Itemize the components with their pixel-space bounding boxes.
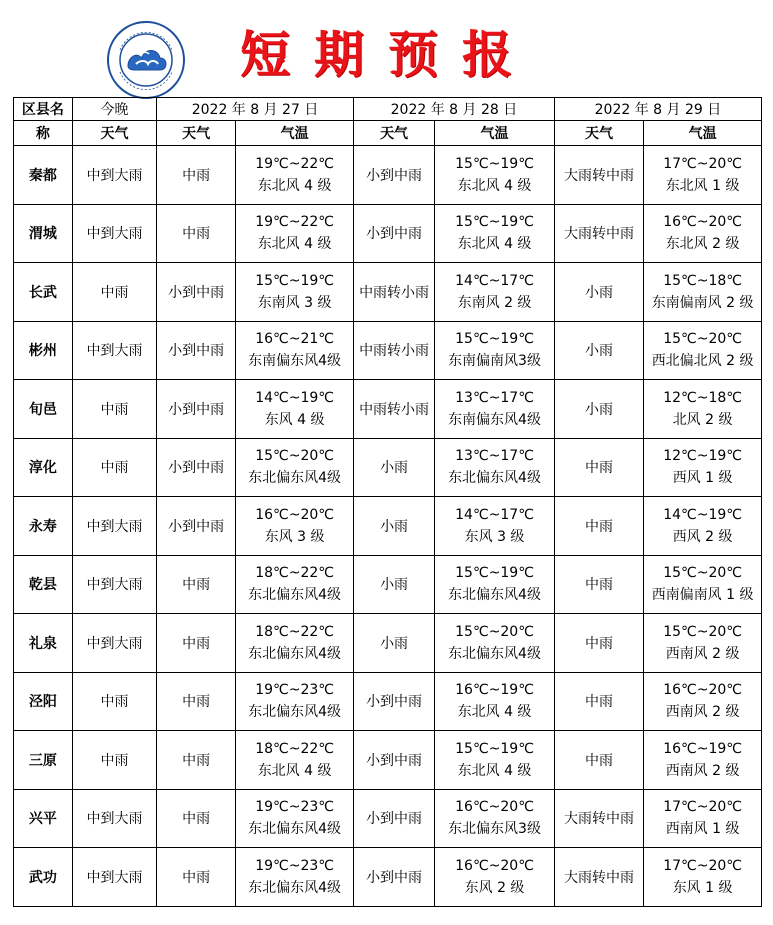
d3-temp xyxy=(644,614,762,673)
table-row xyxy=(14,497,762,556)
d3-weather: 中雨 xyxy=(554,438,643,497)
d1-weather: 中雨 xyxy=(157,555,236,614)
temp-range: 17℃~20℃ xyxy=(663,155,742,172)
temp-range: 18℃~22℃ xyxy=(255,623,334,640)
temp-range: 15℃~20℃ xyxy=(663,565,742,582)
d3-temp xyxy=(644,263,762,322)
temp-range: 15℃~20℃ xyxy=(663,623,742,640)
header-date-1: 2022 年 8 月 27 日 xyxy=(157,98,354,121)
temp-range: 16℃~21℃ xyxy=(255,331,334,348)
header-d3-weather: 天气 xyxy=(554,121,643,146)
county-name: 礼泉 xyxy=(14,614,73,673)
d1-temp xyxy=(236,438,354,497)
tonight-weather: 中到大雨 xyxy=(72,497,156,556)
county-name: 渭城 xyxy=(14,204,73,263)
wind-level: 东南偏南风 2 级 xyxy=(651,294,754,311)
tonight-weather: 中到大雨 xyxy=(72,789,156,848)
temp-range: 19℃~23℃ xyxy=(255,857,334,874)
d1-temp xyxy=(236,146,354,205)
temp-range: 13℃~17℃ xyxy=(455,448,534,465)
county-name: 彬州 xyxy=(14,321,73,380)
temp-range: 15℃~20℃ xyxy=(455,623,534,640)
header-row-dates xyxy=(14,98,762,121)
wind-level: 西南偏南风 1 级 xyxy=(651,587,754,604)
header-d2-weather: 天气 xyxy=(353,121,434,146)
d1-weather: 小到中雨 xyxy=(157,380,236,439)
county-name: 三原 xyxy=(14,731,73,790)
wind-level: 西南风 2 级 xyxy=(665,704,740,721)
temp-range: 14℃~19℃ xyxy=(255,389,334,406)
wind-level: 东风 1 级 xyxy=(672,879,733,896)
d2-weather: 小到中雨 xyxy=(353,204,434,263)
temp-range: 15℃~19℃ xyxy=(455,331,534,348)
d2-temp xyxy=(435,497,555,556)
d2-temp xyxy=(435,263,555,322)
d2-weather: 中雨转小雨 xyxy=(353,263,434,322)
d3-weather: 大雨转中雨 xyxy=(554,848,643,907)
wind-level: 东北风 4 级 xyxy=(457,236,532,253)
table-row xyxy=(14,789,762,848)
d1-weather: 小到中雨 xyxy=(157,321,236,380)
temp-range: 15℃~19℃ xyxy=(455,740,534,757)
wind-level: 东北偏东风4级 xyxy=(248,587,342,604)
wind-level: 东北偏东风4级 xyxy=(248,704,342,721)
wind-level: 东北偏东风4级 xyxy=(448,587,541,604)
temp-range: 15℃~19℃ xyxy=(255,272,334,289)
wind-level: 东北偏东风4级 xyxy=(448,645,541,662)
temp-range: 15℃~20℃ xyxy=(255,448,334,465)
header-d3-temp: 气温 xyxy=(644,121,762,146)
d3-temp xyxy=(644,321,762,380)
d1-temp xyxy=(236,614,354,673)
d1-weather: 小到中雨 xyxy=(157,263,236,322)
d2-weather: 小雨 xyxy=(353,497,434,556)
d2-weather: 小雨 xyxy=(353,555,434,614)
d3-weather: 中雨 xyxy=(554,497,643,556)
table-row xyxy=(14,321,762,380)
d3-weather: 中雨 xyxy=(554,555,643,614)
temp-range: 15℃~20℃ xyxy=(663,331,742,348)
d2-temp xyxy=(435,672,555,731)
d2-weather: 小雨 xyxy=(353,614,434,673)
temp-range: 14℃~17℃ xyxy=(455,506,534,523)
d2-temp xyxy=(435,614,555,673)
d3-temp xyxy=(644,438,762,497)
county-name: 旬邑 xyxy=(14,380,73,439)
tonight-weather: 中到大雨 xyxy=(72,321,156,380)
d3-temp xyxy=(644,204,762,263)
d3-weather: 中雨 xyxy=(554,672,643,731)
temp-range: 12℃~18℃ xyxy=(663,389,742,406)
table-row xyxy=(14,848,762,907)
d2-weather: 小到中雨 xyxy=(353,146,434,205)
wind-level: 东风 3 级 xyxy=(464,528,525,545)
temp-range: 19℃~23℃ xyxy=(255,682,334,699)
d3-weather: 小雨 xyxy=(554,380,643,439)
d1-weather: 小到中雨 xyxy=(157,438,236,497)
wind-level: 西南风 1 级 xyxy=(665,821,740,838)
meteorology-logo-icon xyxy=(106,20,186,100)
county-name: 武功 xyxy=(14,848,73,907)
d1-weather: 中雨 xyxy=(157,672,236,731)
county-name: 泾阳 xyxy=(14,672,73,731)
temp-range: 15℃~19℃ xyxy=(455,214,534,231)
wind-level: 东北风 4 级 xyxy=(457,704,532,721)
page-title: 短期预报 xyxy=(240,25,536,84)
d2-weather: 小到中雨 xyxy=(353,848,434,907)
table-row xyxy=(14,380,762,439)
tonight-weather: 中到大雨 xyxy=(72,555,156,614)
d2-temp xyxy=(435,848,555,907)
d2-temp xyxy=(435,731,555,790)
d2-weather: 小雨 xyxy=(353,438,434,497)
d2-temp xyxy=(435,146,555,205)
wind-level: 东北风 4 级 xyxy=(257,762,332,779)
table-row xyxy=(14,263,762,322)
temp-range: 19℃~22℃ xyxy=(255,214,334,231)
d3-temp xyxy=(644,789,762,848)
d3-temp xyxy=(644,555,762,614)
county-name: 长武 xyxy=(14,263,73,322)
tonight-weather: 中雨 xyxy=(72,438,156,497)
header-tonight-weather: 天气 xyxy=(72,121,156,146)
temp-range: 17℃~20℃ xyxy=(663,799,742,816)
wind-level: 东北偏东风4级 xyxy=(448,470,541,487)
d1-temp xyxy=(236,263,354,322)
wind-level: 东北偏东风4级 xyxy=(248,821,342,838)
county-name: 兴平 xyxy=(14,789,73,848)
d1-weather: 中雨 xyxy=(157,204,236,263)
table-row xyxy=(14,614,762,673)
wind-level: 东风 4 级 xyxy=(264,411,325,428)
wind-level: 西风 2 级 xyxy=(672,528,733,545)
temp-range: 15℃~19℃ xyxy=(455,155,534,172)
temp-range: 15℃~19℃ xyxy=(455,565,534,582)
temp-range: 19℃~22℃ xyxy=(255,155,334,172)
d3-temp xyxy=(644,848,762,907)
temp-range: 14℃~19℃ xyxy=(663,506,742,523)
temp-range: 16℃~20℃ xyxy=(455,857,534,874)
d2-temp xyxy=(435,204,555,263)
d1-weather: 中雨 xyxy=(157,614,236,673)
d3-temp xyxy=(644,497,762,556)
d1-weather: 中雨 xyxy=(157,848,236,907)
d1-temp xyxy=(236,672,354,731)
d3-weather: 大雨转中雨 xyxy=(554,146,643,205)
wind-level: 东北风 4 级 xyxy=(457,762,532,779)
wind-level: 东北偏东风4级 xyxy=(248,470,342,487)
forecast-table xyxy=(13,97,762,907)
d2-temp xyxy=(435,380,555,439)
d1-temp xyxy=(236,848,354,907)
d2-temp xyxy=(435,438,555,497)
tonight-weather: 中雨 xyxy=(72,731,156,790)
temp-range: 16℃~20℃ xyxy=(663,214,742,231)
temp-range: 16℃~20℃ xyxy=(255,506,334,523)
header-date-2: 2022 年 8 月 28 日 xyxy=(353,98,554,121)
wind-level: 东北风 4 级 xyxy=(257,177,332,194)
county-name: 永寿 xyxy=(14,497,73,556)
d3-weather: 小雨 xyxy=(554,263,643,322)
wind-level: 西南风 2 级 xyxy=(665,645,740,662)
d1-weather: 中雨 xyxy=(157,146,236,205)
wind-level: 东南偏东风4级 xyxy=(248,353,342,370)
wind-level: 东风 2 级 xyxy=(464,879,525,896)
wind-level: 北风 2 级 xyxy=(672,411,733,428)
table-row xyxy=(14,555,762,614)
d1-temp xyxy=(236,789,354,848)
d1-temp xyxy=(236,555,354,614)
temp-range: 14℃~17℃ xyxy=(455,272,534,289)
d1-temp xyxy=(236,204,354,263)
wind-level: 东南风 2 级 xyxy=(457,294,532,311)
header-tonight: 今晚 xyxy=(72,98,156,121)
temp-range: 16℃~20℃ xyxy=(663,682,742,699)
d1-weather: 中雨 xyxy=(157,731,236,790)
tonight-weather: 中到大雨 xyxy=(72,204,156,263)
header-d1-weather: 天气 xyxy=(157,121,236,146)
d3-weather: 大雨转中雨 xyxy=(554,204,643,263)
d1-weather: 中雨 xyxy=(157,789,236,848)
wind-level: 西南风 2 级 xyxy=(665,762,740,779)
header-date-3: 2022 年 8 月 29 日 xyxy=(554,98,761,121)
tonight-weather: 中到大雨 xyxy=(72,848,156,907)
tonight-weather: 中雨 xyxy=(72,380,156,439)
wind-level: 东北风 4 级 xyxy=(257,236,332,253)
d3-weather: 小雨 xyxy=(554,321,643,380)
header-region-2: 称 xyxy=(14,121,73,146)
d2-weather: 小到中雨 xyxy=(353,789,434,848)
table-row xyxy=(14,672,762,731)
tonight-weather: 中到大雨 xyxy=(72,614,156,673)
d2-temp xyxy=(435,555,555,614)
d3-temp xyxy=(644,731,762,790)
wind-level: 东南风 3 级 xyxy=(257,294,332,311)
wind-level: 东北风 1 级 xyxy=(665,177,740,194)
temp-range: 15℃~18℃ xyxy=(663,272,742,289)
d1-temp xyxy=(236,731,354,790)
d3-weather: 中雨 xyxy=(554,731,643,790)
d2-temp xyxy=(435,789,555,848)
d1-temp xyxy=(236,380,354,439)
d3-weather: 中雨 xyxy=(554,614,643,673)
wind-level: 东北偏东风3级 xyxy=(448,821,541,838)
temp-range: 17℃~20℃ xyxy=(663,857,742,874)
temp-range: 18℃~22℃ xyxy=(255,740,334,757)
wind-level: 东南偏东风4级 xyxy=(448,411,541,428)
wind-level: 东南偏南风3级 xyxy=(448,353,541,370)
temp-range: 19℃~23℃ xyxy=(255,799,334,816)
temp-range: 16℃~20℃ xyxy=(455,799,534,816)
d1-temp xyxy=(236,321,354,380)
table-row xyxy=(14,438,762,497)
wind-level: 西北偏北风 2 级 xyxy=(651,353,754,370)
d3-temp xyxy=(644,380,762,439)
wind-level: 西风 1 级 xyxy=(672,470,733,487)
temp-range: 12℃~19℃ xyxy=(663,448,742,465)
wind-level: 东风 3 级 xyxy=(264,528,325,545)
tonight-weather: 中到大雨 xyxy=(72,146,156,205)
table-row xyxy=(14,731,762,790)
tonight-weather: 中雨 xyxy=(72,672,156,731)
d3-temp xyxy=(644,146,762,205)
temp-range: 16℃~19℃ xyxy=(663,740,742,757)
d1-temp xyxy=(236,497,354,556)
d2-weather: 小到中雨 xyxy=(353,731,434,790)
wind-level: 东北风 4 级 xyxy=(457,177,532,194)
county-name: 乾县 xyxy=(14,555,73,614)
header-region: 区县名 xyxy=(14,98,73,121)
header-row-fields xyxy=(14,121,762,146)
d3-weather: 大雨转中雨 xyxy=(554,789,643,848)
header-d2-temp: 气温 xyxy=(435,121,555,146)
d2-weather: 中雨转小雨 xyxy=(353,321,434,380)
d2-weather: 小到中雨 xyxy=(353,672,434,731)
wind-level: 东北偏东风4级 xyxy=(248,645,342,662)
temp-range: 18℃~22℃ xyxy=(255,565,334,582)
d2-weather: 中雨转小雨 xyxy=(353,380,434,439)
table-row xyxy=(14,146,762,205)
tonight-weather: 中雨 xyxy=(72,263,156,322)
wind-level: 东北风 2 级 xyxy=(665,236,740,253)
d3-temp xyxy=(644,672,762,731)
header-d1-temp: 气温 xyxy=(236,121,354,146)
d1-weather: 小到中雨 xyxy=(157,497,236,556)
county-name: 淳化 xyxy=(14,438,73,497)
d2-temp xyxy=(435,321,555,380)
table-row xyxy=(14,204,762,263)
temp-range: 13℃~17℃ xyxy=(455,389,534,406)
wind-level: 东北偏东风4级 xyxy=(248,879,342,896)
county-name: 秦都 xyxy=(14,146,73,205)
temp-range: 16℃~19℃ xyxy=(455,682,534,699)
